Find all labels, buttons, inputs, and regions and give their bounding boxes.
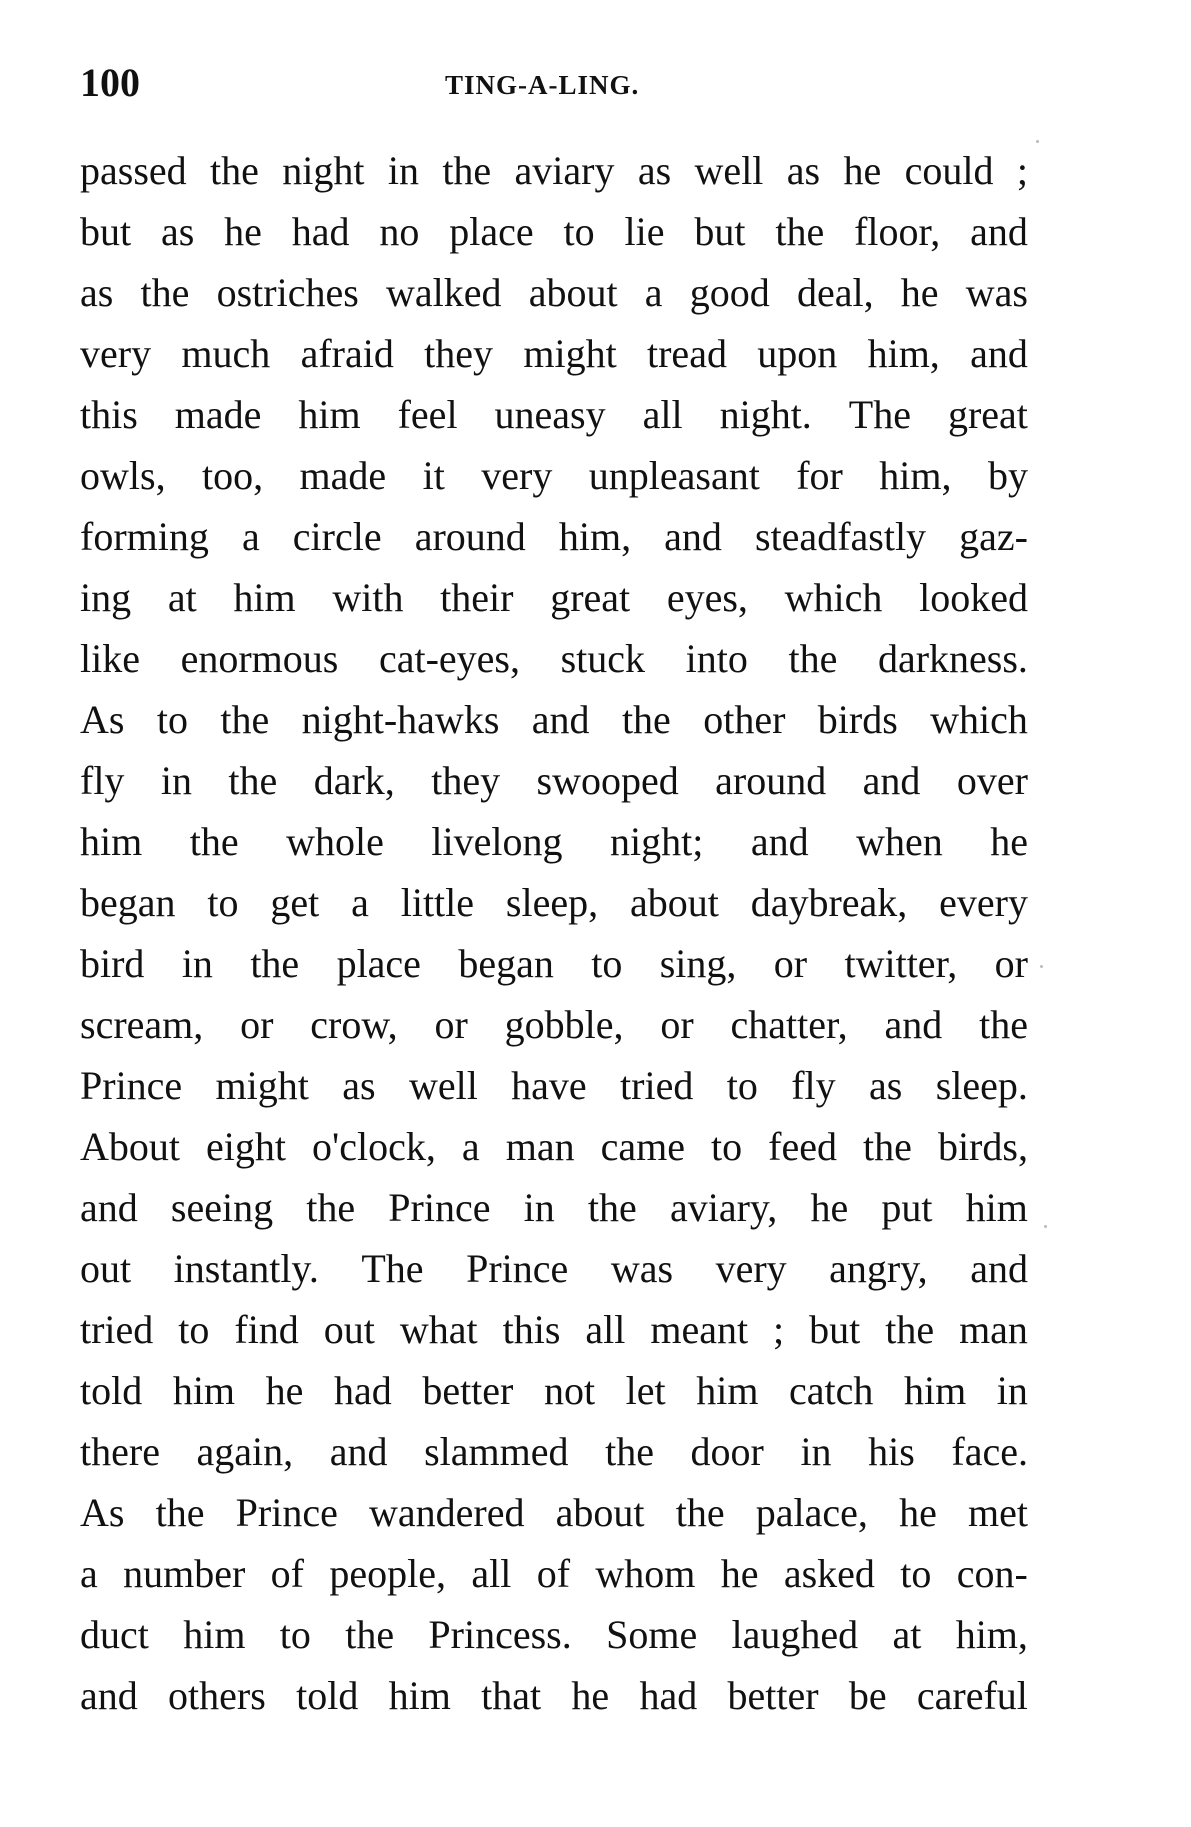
word: about	[528, 270, 618, 315]
word: bird	[80, 941, 145, 986]
word: asked	[783, 1551, 875, 1596]
word: palace,	[755, 1490, 868, 1535]
word: him	[298, 392, 361, 437]
word: Princess.	[428, 1612, 572, 1657]
word: night.	[719, 392, 812, 437]
word: in	[523, 1185, 555, 1230]
word: he	[900, 270, 939, 315]
text-line	[80, 1604, 1028, 1665]
text-line	[80, 933, 1028, 994]
word: began	[458, 941, 554, 986]
word: unpleasant	[588, 453, 760, 498]
word: as	[80, 270, 114, 315]
word: into	[685, 636, 748, 681]
word: sing,	[659, 941, 737, 986]
word: eyes,	[666, 575, 748, 620]
word: and	[862, 758, 921, 803]
word: have	[511, 1063, 587, 1108]
word: very	[80, 331, 152, 376]
word: as	[342, 1063, 376, 1108]
word: gaz-	[959, 514, 1028, 559]
word: to	[178, 1307, 210, 1352]
word: birds	[817, 697, 898, 742]
word: o'clock,	[312, 1124, 436, 1169]
text-line	[80, 1299, 1028, 1360]
text-line	[80, 994, 1028, 1055]
page-header	[80, 58, 1030, 108]
word: the	[228, 758, 278, 803]
text-line	[80, 567, 1028, 628]
word: the	[220, 697, 270, 742]
word: was	[965, 270, 1028, 315]
text-line	[80, 1665, 1028, 1726]
text-line	[80, 1421, 1028, 1482]
word: or	[660, 1002, 694, 1047]
word: he	[843, 148, 882, 193]
word: every	[939, 880, 1028, 925]
text-line	[80, 506, 1028, 567]
word: get	[270, 880, 320, 925]
word: tried	[80, 1307, 154, 1352]
scan-speck	[1036, 140, 1039, 143]
word: to	[156, 697, 188, 742]
text-line	[80, 1177, 1028, 1238]
word: him	[696, 1368, 759, 1413]
word: slammed	[424, 1429, 569, 1474]
word: swooped	[536, 758, 679, 803]
word: all	[642, 392, 683, 437]
word: man	[505, 1124, 575, 1169]
word: no	[379, 209, 420, 254]
word: dark,	[313, 758, 395, 803]
text-line	[80, 811, 1028, 872]
word: but	[694, 209, 746, 254]
word: find	[234, 1307, 299, 1352]
text-line	[80, 872, 1028, 933]
word: him	[965, 1185, 1028, 1230]
word: over	[956, 758, 1028, 803]
word: him,	[879, 453, 952, 498]
word: not	[543, 1368, 596, 1413]
word: the	[863, 1124, 912, 1169]
word: better	[422, 1368, 514, 1413]
word: night	[282, 148, 365, 193]
word: like	[80, 636, 140, 681]
word: a	[241, 514, 260, 559]
word: which	[784, 575, 883, 620]
word: around	[715, 758, 827, 803]
word: people,	[329, 1551, 446, 1596]
word: or	[434, 1002, 468, 1047]
word: very	[715, 1246, 787, 1291]
word: floor,	[854, 209, 941, 254]
word: had	[639, 1673, 698, 1718]
word: he	[899, 1490, 937, 1535]
word: good	[689, 270, 770, 315]
word: scream,	[80, 1002, 204, 1047]
word: out	[323, 1307, 375, 1352]
word: aviary	[514, 148, 615, 193]
word: tread	[647, 331, 727, 376]
word: and	[970, 331, 1028, 376]
word: circle	[292, 514, 382, 559]
word: and	[329, 1429, 388, 1474]
word: began	[80, 880, 176, 925]
word: him,	[558, 514, 632, 559]
word: instantly.	[173, 1246, 319, 1291]
scan-speck	[1040, 965, 1043, 968]
text-line	[80, 262, 1028, 323]
text-line	[80, 323, 1028, 384]
word: as	[786, 148, 821, 193]
word: too,	[202, 453, 264, 498]
word: again,	[196, 1429, 294, 1474]
word: catch	[789, 1368, 874, 1413]
word: that	[481, 1673, 542, 1718]
word: number	[123, 1551, 246, 1596]
word: out	[80, 1246, 132, 1291]
word: this	[502, 1307, 561, 1352]
word: eight	[206, 1124, 287, 1169]
word: him	[172, 1368, 236, 1413]
word: the	[605, 1429, 654, 1474]
word: to	[900, 1551, 932, 1596]
word: birds,	[937, 1124, 1028, 1169]
word: uneasy	[494, 392, 606, 437]
word: forming	[80, 514, 209, 559]
text-line	[80, 1055, 1028, 1116]
word: his	[868, 1429, 915, 1474]
word: he	[990, 819, 1028, 864]
word: the	[306, 1185, 356, 1230]
text-line	[80, 1116, 1028, 1177]
word: laughed	[731, 1612, 859, 1657]
word: in	[800, 1429, 832, 1474]
word: stuck	[560, 636, 646, 681]
word: lie	[624, 209, 665, 254]
word: sleep,	[505, 880, 599, 925]
word: could	[904, 148, 994, 193]
word: and	[970, 1246, 1028, 1291]
text-line	[80, 689, 1028, 750]
word: him	[903, 1368, 967, 1413]
word: the	[885, 1307, 935, 1352]
word: well	[694, 148, 764, 193]
word: when	[856, 819, 943, 864]
word: aviary,	[669, 1185, 778, 1230]
word: feed	[768, 1124, 837, 1169]
word: deal,	[796, 270, 874, 315]
word: made	[174, 392, 262, 437]
word: The	[848, 392, 911, 437]
body-text	[80, 140, 1028, 1726]
word: the	[155, 1490, 205, 1535]
word: a	[351, 880, 369, 925]
word: wandered	[369, 1490, 525, 1535]
word: livelong	[431, 819, 563, 864]
word: little	[400, 880, 475, 925]
word: their	[440, 575, 514, 620]
word: him,	[955, 1612, 1028, 1657]
word: or	[994, 941, 1028, 986]
word: but	[80, 209, 132, 254]
word: him,	[867, 331, 940, 376]
page-number: 100	[80, 60, 140, 105]
word: ostriches	[216, 270, 359, 315]
word: at	[892, 1612, 922, 1657]
word: Prince	[235, 1490, 338, 1535]
text-line	[80, 140, 1028, 201]
word: had	[291, 209, 350, 254]
word: upon	[757, 331, 838, 376]
text-line	[80, 384, 1028, 445]
word: man	[959, 1307, 1028, 1352]
word: afraid	[300, 331, 394, 376]
word: night;	[609, 819, 704, 864]
word: sleep.	[935, 1063, 1028, 1108]
word: cat-eyes,	[378, 636, 520, 681]
word: he	[224, 209, 262, 254]
word: met	[968, 1490, 1028, 1535]
word: they	[431, 758, 501, 803]
word: Prince	[466, 1246, 569, 1291]
word: whom	[595, 1551, 696, 1596]
word: there	[80, 1429, 160, 1474]
word: all	[585, 1307, 626, 1352]
text-line	[80, 628, 1028, 689]
word: walked	[386, 270, 502, 315]
word: to	[279, 1612, 311, 1657]
word: and	[970, 209, 1028, 254]
word: about	[629, 880, 719, 925]
word: to	[726, 1063, 758, 1108]
word: to	[591, 941, 623, 986]
word: about	[555, 1490, 645, 1535]
scan-speck	[1044, 1225, 1047, 1228]
word: gobble,	[504, 1002, 624, 1047]
word: might	[523, 331, 617, 376]
text-line	[80, 1238, 1028, 1299]
word: very	[481, 453, 553, 498]
word: the	[250, 941, 300, 986]
word: had	[333, 1368, 392, 1413]
word: as	[160, 209, 195, 254]
word: whole	[286, 819, 384, 864]
word: he	[571, 1673, 610, 1718]
word: and	[750, 819, 809, 864]
word: the	[442, 148, 492, 193]
word: darkness.	[877, 636, 1028, 681]
word: of	[270, 1551, 304, 1596]
word: well	[408, 1063, 478, 1108]
word: crow,	[310, 1002, 398, 1047]
word: daybreak,	[750, 880, 908, 925]
word: in	[181, 941, 213, 986]
word: at	[167, 575, 197, 620]
text-line	[80, 1482, 1028, 1543]
word: it	[422, 453, 445, 498]
word: or	[240, 1002, 274, 1047]
word: to	[563, 209, 595, 254]
word: As	[80, 697, 125, 742]
word: but	[809, 1307, 861, 1352]
word: The	[361, 1246, 424, 1291]
word: in	[160, 758, 192, 803]
word: him	[233, 575, 296, 620]
word: or	[773, 941, 808, 986]
word: great	[947, 392, 1028, 437]
word: and	[664, 514, 722, 559]
word: be	[848, 1673, 887, 1718]
word: they	[424, 331, 494, 376]
word: told	[296, 1673, 359, 1718]
word: as	[637, 148, 672, 193]
word: ;	[1016, 148, 1028, 193]
word: passed	[80, 148, 187, 193]
word: he	[720, 1551, 759, 1596]
word: he	[810, 1185, 849, 1230]
word: angry,	[829, 1246, 928, 1291]
word: great	[550, 575, 631, 620]
word: in	[387, 148, 419, 193]
word: seeing	[170, 1185, 274, 1230]
text-line	[80, 1360, 1028, 1421]
word: made	[299, 453, 387, 498]
running-head: TING-A-LING.	[445, 70, 640, 100]
word: him	[80, 819, 143, 864]
word: meant	[650, 1307, 749, 1352]
word: the	[345, 1612, 395, 1657]
word: with	[332, 575, 404, 620]
word: the	[788, 636, 838, 681]
word: steadfastly	[755, 514, 927, 559]
word: the	[210, 148, 259, 193]
word: might	[215, 1063, 309, 1108]
word: face.	[951, 1429, 1028, 1474]
word: of	[536, 1551, 571, 1596]
word: the	[775, 209, 825, 254]
word: came	[600, 1124, 685, 1169]
word: was	[610, 1246, 674, 1291]
word: by	[987, 453, 1028, 498]
word: looked	[919, 575, 1028, 620]
word: in	[996, 1368, 1028, 1413]
word: the	[979, 1002, 1028, 1047]
word: night-hawks	[301, 697, 500, 742]
word: ing	[80, 575, 132, 620]
word: con-	[956, 1551, 1028, 1596]
word: what	[399, 1307, 478, 1352]
text-line	[80, 445, 1028, 506]
word: twitter,	[844, 941, 958, 986]
word: Some	[606, 1612, 698, 1657]
word: much	[181, 331, 271, 376]
word: place	[449, 209, 534, 254]
text-line	[80, 201, 1028, 262]
word: him	[183, 1612, 246, 1657]
word: all	[471, 1551, 512, 1596]
word: for	[796, 453, 843, 498]
word: to	[711, 1124, 743, 1169]
word: Prince	[80, 1063, 183, 1108]
word: and	[80, 1673, 138, 1718]
word: a	[644, 270, 663, 315]
word: Prince	[388, 1185, 491, 1230]
word: told	[80, 1368, 143, 1413]
word: careful	[916, 1673, 1028, 1718]
word: as	[869, 1063, 903, 1108]
word: feel	[397, 392, 458, 437]
word: a	[80, 1551, 98, 1596]
word: the	[140, 270, 190, 315]
word: and	[80, 1185, 138, 1230]
word: let	[625, 1368, 666, 1413]
word: tried	[620, 1063, 694, 1108]
word: the	[189, 819, 239, 864]
word: door	[690, 1429, 764, 1474]
word: chatter,	[730, 1002, 848, 1047]
word: other	[703, 697, 786, 742]
word: this	[80, 392, 138, 437]
word: the	[621, 697, 671, 742]
word: duct	[80, 1612, 149, 1657]
word: About	[80, 1124, 180, 1169]
word: he	[265, 1368, 304, 1413]
word: place	[336, 941, 421, 986]
word: fly	[80, 758, 125, 803]
word: others	[168, 1673, 266, 1718]
word: a	[461, 1124, 480, 1169]
word: which	[930, 697, 1028, 742]
text-line	[80, 1543, 1028, 1604]
word: fly	[791, 1063, 836, 1108]
text-line	[80, 750, 1028, 811]
word: ;	[773, 1307, 785, 1352]
word: and	[531, 697, 590, 742]
word: As	[80, 1490, 125, 1535]
word: to	[207, 880, 239, 925]
word: owls,	[80, 453, 166, 498]
word: better	[727, 1673, 819, 1718]
word: him	[388, 1673, 451, 1718]
word: and	[884, 1002, 943, 1047]
word: the	[587, 1185, 637, 1230]
word: around	[414, 514, 526, 559]
word: the	[675, 1490, 725, 1535]
word: put	[881, 1185, 933, 1230]
word: enormous	[180, 636, 339, 681]
